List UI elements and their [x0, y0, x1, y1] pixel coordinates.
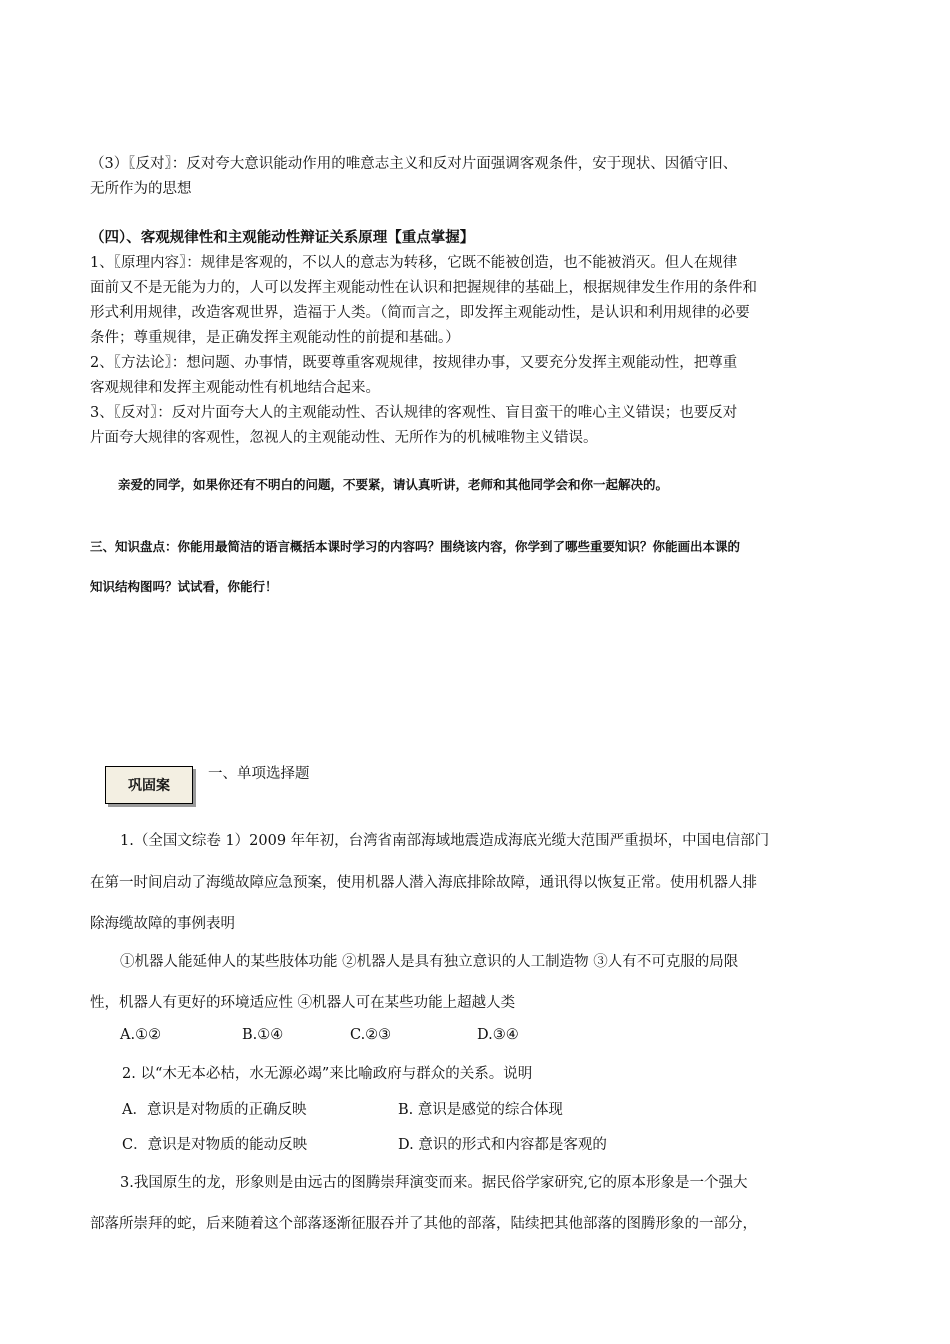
q1-option-b: B.①④ — [242, 1027, 284, 1043]
principle-line-3: 形式利用规律，改造客观世界，造福于人类。（简而言之，即发挥主观能动性，是认识和利用规律的必要 — [90, 305, 750, 321]
consolidation-label: 巩固案 — [128, 778, 170, 794]
method-line-1: 2、〖方法论〗：想问题、办事情，既要尊重客观规律，按规律办事，又要充分发挥主观能动性，把尊重 — [90, 355, 738, 371]
q1-line-1: 1.（全国文综卷 1）2009 年年初，台湾省南部海域地震造成海底光缆大范围严重损坏，中国电信部门 — [120, 833, 770, 849]
q1-statement-1: ①机器人能延伸人的某些肢体功能 ②机器人是具有独立意识的人工制造物 ③人有不可克服的局限 — [120, 954, 739, 970]
section3-line2: 无所作为的思想 — [90, 181, 192, 197]
q1-statement-2: 性，机器人有更好的环境适应性 ④机器人可在某些功能上超越人类 — [90, 995, 516, 1011]
review-line-2: 知识结构图吗？试试看，你能行！ — [90, 579, 278, 594]
principle-line-2: 面前又不是无能为力的，人可以发挥主观能动性在认识和把握规律的基础上，根据规律发生作用的条件和 — [90, 280, 757, 296]
q3-line-1: 3.我国原生的龙，形象则是由远古的图腾崇拜演变而来。据民俗学家研究,它的原本形象是一个强大 — [120, 1175, 748, 1191]
principle-line-1: 1、〖原理内容〗：规律是客观的，不以人的意志为转移，它既不能被创造，也不能被消灭。但人在规律 — [90, 255, 738, 271]
section4-heading: （四）、客观规律性和主观能动性辩证关系原理【重点掌握】 — [90, 230, 475, 246]
principle-line-4: 条件；尊重规律，是正确发挥主观能动性的前提和基础。） — [90, 330, 460, 346]
q2-option-d: D. 意识的形式和内容都是客观的 — [398, 1137, 607, 1153]
encouragement-note: 亲爱的同学，如果你还有不明白的问题，不要紧，请认真听讲，老师和其他同学会和你一起解决的。 — [118, 477, 669, 492]
q2-option-a: A．意识是对物质的正确反映 — [122, 1102, 307, 1118]
section3-line1: （3）〖反对〗：反对夸大意识能动作用的唯意志主义和反对片面强调客观条件，安于现状、因循守旧、 — [90, 156, 738, 172]
q2-stem: 2. 以“木无本必枯，水无源必竭”来比喻政府与群众的关系。说明 — [122, 1066, 533, 1082]
q1-line-3: 除海缆故障的事例表明 — [90, 916, 235, 932]
q3-line-2: 部落所崇拜的蛇，后来随着这个部落逐渐征服吞并了其他的部落，陆续把其他部落的图腾形象的一部分， — [90, 1216, 757, 1232]
q1-option-c: C.②③ — [350, 1027, 392, 1043]
q1-option-d: D.③④ — [477, 1027, 519, 1043]
q2-option-b: B. 意识是感觉的综合体现 — [398, 1102, 563, 1118]
oppose-line-2: 片面夸大规律的客观性，忽视人的主观能动性、无所作为的机械唯物主义错误。 — [90, 430, 598, 446]
review-line-1: 三、知识盘点：你能用最简洁的语言概括本课时学习的内容吗？围绕该内容，你学到了哪些重要知识？你能画出本课的 — [90, 539, 741, 554]
method-line-2: 客观规律和发挥主观能动性有机地结合起来。 — [90, 380, 380, 396]
q2-option-c: C．意识是对物质的能动反映 — [122, 1137, 308, 1153]
consolidation-label-box — [105, 766, 193, 804]
single-choice-subtitle: 一、单项选择题 — [208, 766, 310, 782]
oppose-line-1: 3、〖反对〗：反对片面夸大人的主观能动性、否认规律的客观性、盲目蛮干的唯心主义错误；也要反对 — [90, 405, 738, 421]
q1-line-2: 在第一时间启动了海缆故障应急预案，使用机器人潜入海底排除故障，通讯得以恢复正常。使用机器人排 — [90, 875, 757, 891]
q1-option-a: A.①② — [120, 1027, 162, 1043]
